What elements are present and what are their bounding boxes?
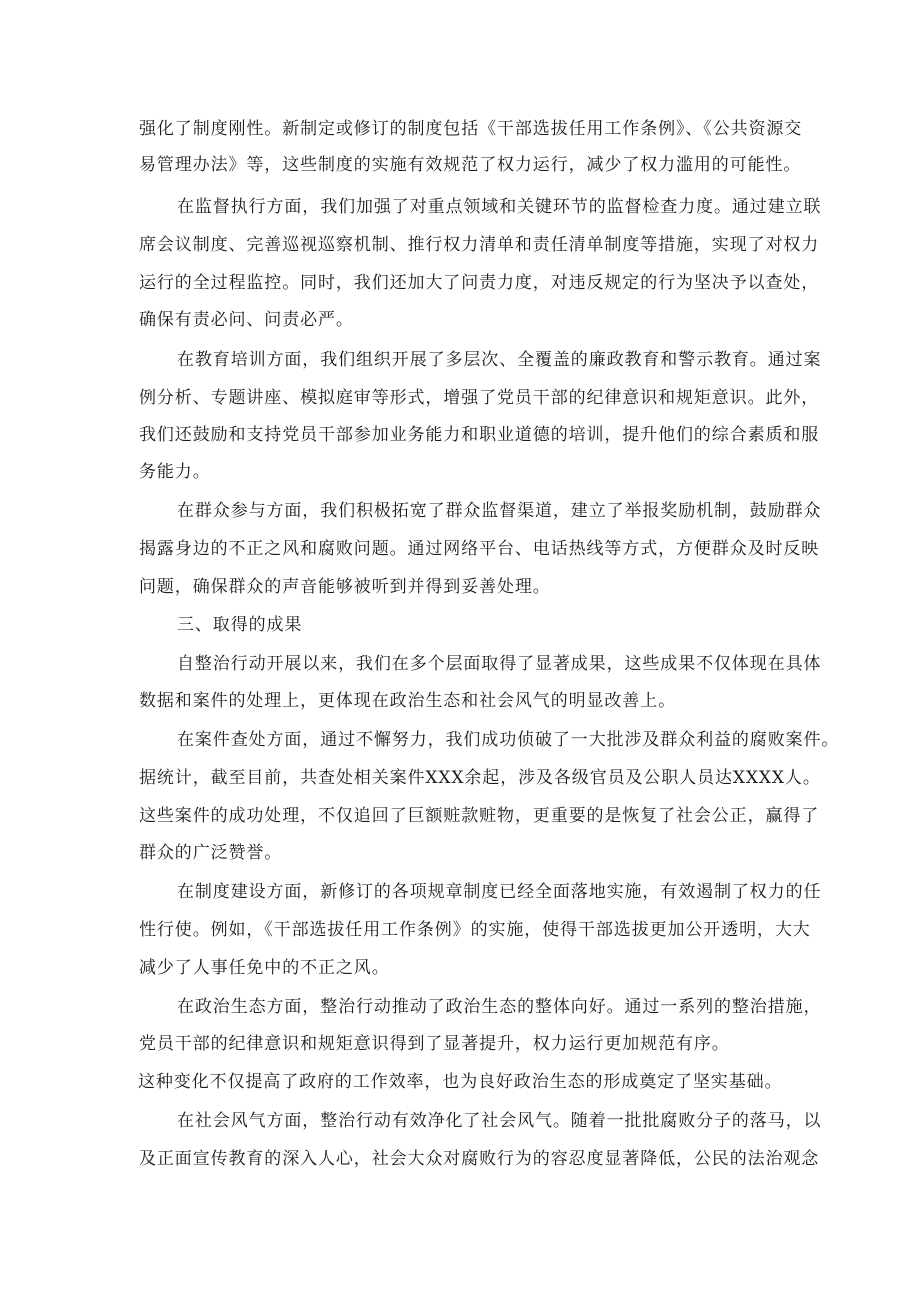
text-line: 这些案件的成功处理，不仅追回了巨额赃款赃物，更重要的是恢复了社会公正，赢得了 [139, 806, 820, 826]
text-line: 减少了人事任免中的不正之风。 [139, 958, 390, 978]
text-line: 群众的广泛赞誉。 [139, 843, 283, 863]
text-line: 我们还鼓励和支持党员干部参加业务能力和职业道德的培训，提升他们的综合素质和服 [139, 425, 820, 445]
text-line: 运行的全过程监控。同时，我们还加大了问责力度，对违反规定的行为坚决予以查处， [139, 273, 820, 293]
text-line: 党员干部的纪律意识和规矩意识得到了显著提升，权力运行更加规范有序。 [139, 1034, 730, 1054]
text-line: 这种变化不仅提高了政府的工作效率，也为良好政治生态的形成奠定了坚实基础。 [138, 1072, 783, 1092]
paragraph-first-line: 在监督执行方面，我们加强了对重点领域和关键环节的监督检查力度。通过建立联 [177, 197, 822, 217]
text-line: 确保有责必问、问责必严。 [139, 310, 354, 330]
text-line: 据统计，截至目前，共查处相关案件XXX余起，涉及各级官员及公职人员达XXXX人。 [139, 768, 821, 788]
text-line: 性行使。例如，《干部选拔任用工作条例》的实施，使得干部选拔更加公开透明，大大 [139, 920, 811, 940]
text-line: 数据和案件的处理上，更体现在政治生态和社会风气的明显改善上。 [139, 691, 676, 711]
text-line: 席会议制度、完善巡视巡察机制、推行权力清单和责任清单制度等措施，实现了对权力 [139, 235, 820, 255]
text-line: 揭露身边的不正之风和腐败问题。通过网络平台、电话热线等方式，方便群众及时反映 [139, 539, 820, 559]
paragraph-first-line: 在教育培训方面，我们组织开展了多层次、全覆盖的廉政教育和警示教育。通过案 [177, 350, 822, 370]
text-line: 及正面宣传教育的深入人心，社会大众对腐败行为的容忍度显著降低，公民的法治观念 [139, 1149, 820, 1169]
paragraph-first-line: 在群众参与方面，我们积极拓宽了群众监督渠道，建立了举报奖励机制，鼓励群众 [177, 501, 822, 521]
paragraph-first-line: 在社会风气方面，整治行动有效净化了社会风气。随着一批批腐败分子的落马，以 [177, 1111, 822, 1131]
paragraph-first-line: 在案件查处方面，通过不懈努力，我们成功侦破了一大批涉及群众利益的腐败案件。 [177, 730, 840, 750]
text-line: 强化了制度刚性。新制定或修订的制度包括《干部选拔任用工作条例》、《公共资源交 [139, 119, 803, 139]
paragraph-first-line: 在制度建设方面，新修订的各项规章制度已经全面落地实施，有效遏制了权力的任 [177, 882, 822, 902]
text-line: 例分析、专题讲座、模拟庭审等形式，增强了党员干部的纪律意识和规矩意识。此外， [139, 388, 820, 408]
section-heading: 三、取得的成果 [177, 615, 303, 635]
paragraph-first-line: 自整治行动开展以来，我们在多个层面取得了显著成果，这些成果不仅体现在具体 [177, 654, 822, 674]
text-line: 易管理办法》等，这些制度的实施有效规范了权力运行，减少了权力滥用的可能性。 [139, 155, 802, 175]
paragraph-first-line: 在政治生态方面，整治行动推动了政治生态的整体向好。通过一系列的整治措施， [177, 997, 822, 1017]
text-line: 问题，确保群众的声音能够被听到并得到妥善处理。 [139, 577, 551, 597]
text-line: 务能力。 [139, 462, 211, 482]
